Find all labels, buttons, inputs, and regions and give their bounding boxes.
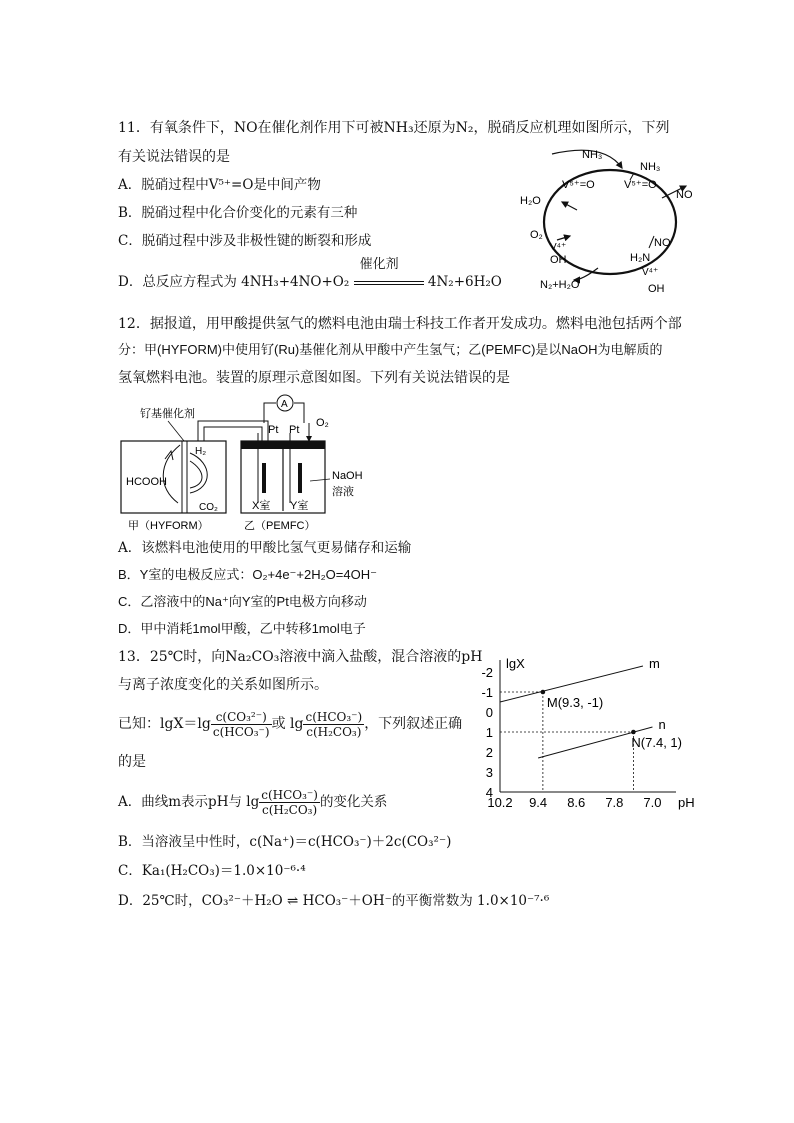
q13-stem-line1: 13．25℃时，向Na₂CO₃溶液中滴入盐酸，混合溶液的pH	[118, 649, 483, 665]
denitration-cycle-diagram	[512, 140, 702, 300]
q13-a-prefix: A．曲线m表示pH与 lg	[118, 794, 260, 810]
q12-option-b: B．Y室的电极反应式：O₂+4e⁻+2H₂O=4OH⁻	[118, 567, 377, 582]
q13-stem-line2: 与离子浓度变化的关系如图所示。	[118, 677, 328, 693]
annotation-label: M(9.3, -1)	[546, 695, 604, 710]
caption-yi: 乙（PEMFC）	[244, 520, 316, 532]
q12-stem-line1: 12．据报道，用甲酸提供氢气的燃料电池由瑞士科技工作者开发成功。燃料电池包括两个部	[118, 316, 682, 332]
h2n: H₂N	[630, 252, 651, 264]
annotation-point	[541, 690, 546, 695]
caption-jia: 甲（HYFORM）	[128, 520, 209, 532]
known-fraction-2	[303, 710, 364, 739]
y-tick-label: -2	[481, 665, 493, 680]
known-prefix: 已知：lgX＝lg	[118, 716, 211, 732]
series-label-n: n	[658, 717, 666, 732]
q13-option-d: D．25℃时，CO₃²⁻＋H₂O ⇌ HCO₃⁻＋OH⁻的平衡常数为 1.0×10⁻⁷·⁶	[118, 893, 550, 909]
q12-option-d: D．甲中消耗1mol甲酸，乙中转移1mol电子	[118, 621, 366, 636]
x-tick-label: 7.0	[643, 795, 662, 810]
y-tick-label: 1	[485, 725, 493, 740]
q13-stem-end: 的是	[118, 754, 146, 770]
q13-a-frac-num: c(HCO₃⁻)	[261, 787, 318, 802]
y-room-label: Y室	[290, 500, 309, 512]
q11-option-d	[118, 257, 502, 292]
x-axis-label: pH	[678, 795, 695, 810]
o2-label: O₂	[316, 417, 329, 429]
v4-left: V⁴⁺	[550, 242, 567, 253]
h2o-out: H₂O	[520, 195, 541, 207]
nh3-bound: NH₃	[640, 161, 661, 173]
annotation-label: N(7.4, 1)	[631, 735, 682, 750]
pt-left-label: Pt	[268, 424, 279, 436]
q11-d-suffix: 4N₂+6H₂O	[427, 274, 502, 290]
pt-right-label: Pt	[289, 424, 300, 436]
co2-label: CO₂	[199, 502, 218, 513]
known-frac2-den: c(H₂CO₃)	[306, 724, 362, 739]
known-frac2-num: c(HCO₃⁻)	[305, 709, 363, 724]
y-tick-label: 4	[485, 785, 493, 800]
v5-o-left: V⁵⁺=O	[562, 179, 595, 191]
known-suffix: ，下列叙述正确	[364, 716, 463, 732]
v5-o-right: V⁵⁺=O	[624, 179, 657, 191]
y-tick-label: 3	[485, 765, 493, 780]
q11-stem-line1: 11．有氧条件下，NO在催化剂作用下可被NH₃还原为N₂，脱硝反应机理如图所示，下列	[118, 120, 670, 136]
known-or: 或 lg	[271, 716, 304, 732]
ammeter-label: A	[281, 399, 288, 410]
o2-in-arrow	[557, 236, 570, 240]
series-label-m: m	[648, 656, 660, 671]
x-tick-label: 10.2	[487, 795, 513, 810]
electrode-cap	[241, 441, 325, 449]
h2-label: H₂	[195, 446, 207, 457]
known-frac1-num: c(CO₃²⁻)	[211, 710, 272, 725]
nh3-in: NH₃	[582, 149, 603, 161]
q12-stem-line3: 氢氧燃料电池。装置的原理示意图如图。下列有关说法错误的是	[118, 370, 510, 386]
q11-stem-line2: 有关说法错误的是	[118, 149, 230, 165]
x-tick-label: 7.8	[605, 795, 624, 810]
ph-lgx-chart	[466, 652, 706, 812]
no-in: NO	[676, 189, 693, 201]
naoh-label: NaOH	[332, 470, 363, 482]
q13-a-frac-den: c(H₂CO₃)	[261, 802, 318, 817]
q13-option-c: C．Ka₁(H₂CO₃)＝1.0×10⁻⁶·⁴	[118, 863, 306, 879]
q13-a-suffix: 的变化关系	[319, 794, 388, 810]
known-fraction-1	[211, 710, 272, 739]
q12-option-c: C．乙溶液中的Na⁺向Y室的Pt电极方向移动	[118, 594, 367, 609]
h2o-out-arrow	[562, 202, 577, 210]
x-tick-label: 8.6	[567, 795, 586, 810]
known-frac1-den: c(HCO₃⁻)	[212, 724, 270, 739]
v4-right: V⁴⁺	[642, 267, 659, 278]
q13-option-b: B．当溶液呈中性时，c(Na⁺)＝c(HCO₃⁻)＋2c(CO₃²⁻)	[118, 834, 452, 850]
hcooh-label: HCOOH	[126, 476, 167, 488]
catalyst-arrow	[354, 257, 424, 292]
q11-option-b: B．脱硝过程中化合价变化的元素有三种	[118, 205, 358, 221]
x-tick-label: 9.4	[529, 795, 548, 810]
y-tick-label: -1	[481, 685, 493, 700]
y-tick-label: 0	[485, 705, 493, 720]
no-bound: NO	[654, 237, 671, 249]
fuel-cell-apparatus	[118, 393, 378, 533]
annotation-point	[631, 730, 636, 735]
oh-left: OH	[550, 254, 567, 266]
products: N₂+H₂O	[540, 279, 580, 291]
q12-option-a: A．该燃料电池使用的甲酸比氢气更易储存和运输	[118, 540, 412, 556]
q11-option-c: C．脱硝过程中涉及非极性键的断裂和形成	[118, 233, 372, 249]
q13-known	[118, 702, 462, 746]
q13-a-fraction	[259, 788, 320, 817]
catalyst-label-12: 钌基催化剂	[140, 408, 195, 420]
q12-stem-line2: 分：甲(HYFORM)中使用钌(Ru)基催化剂从甲酸中产生氢气；乙(PEMFC)是以NaOH为电解质的	[118, 342, 663, 357]
y-axis-label: lgX	[506, 656, 525, 671]
q13-option-a	[118, 780, 387, 824]
solution-label: 溶液	[332, 486, 354, 498]
y-tick-label: 2	[485, 745, 493, 760]
q11-d-prefix: D．总反应方程式为 4NH₃+4NO+O₂	[118, 274, 350, 290]
oh-right: OH	[648, 283, 665, 295]
q11-option-a: A．脱硝过程中V⁵⁺=O是中间产物	[118, 177, 321, 193]
o2-in: O₂	[530, 229, 543, 241]
catalyst-label: 催化剂	[359, 257, 399, 272]
x-room-label: X室	[252, 500, 271, 512]
